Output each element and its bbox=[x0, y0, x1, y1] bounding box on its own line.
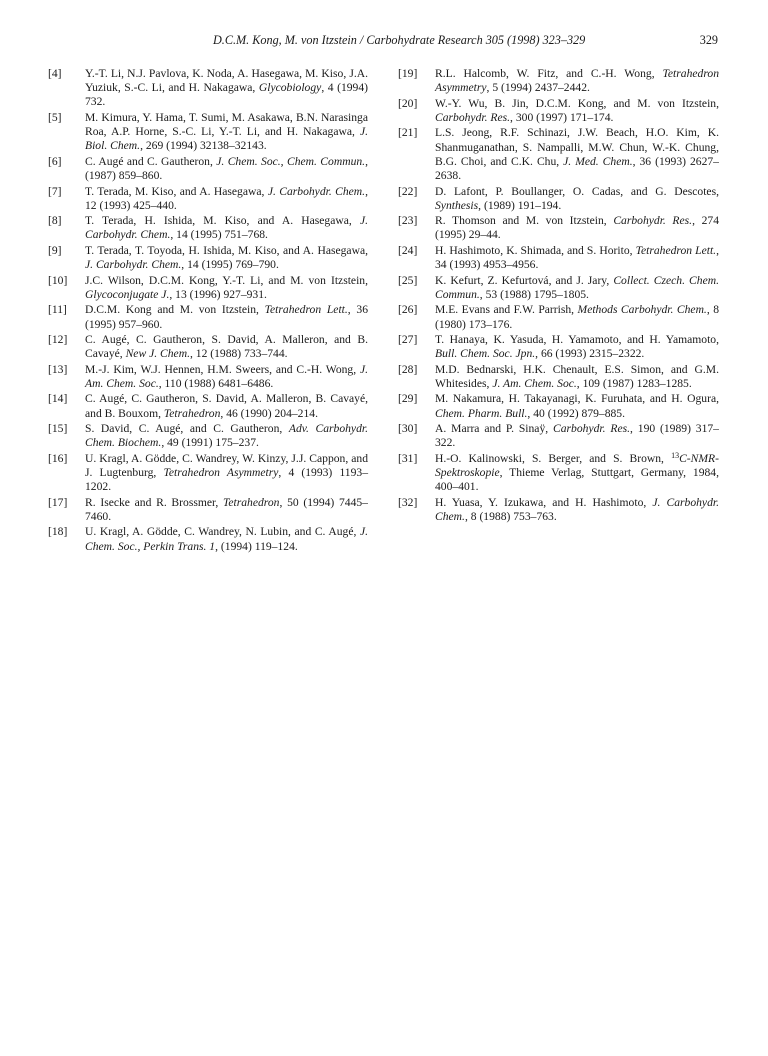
reference-text: , 12 (1988) 733–744. bbox=[189, 347, 288, 361]
reference-text: R.L. Halcomb, W. Fitz, and C.-H. Wong, bbox=[435, 67, 663, 80]
reference-text: D.C.M. Kong and M. von Itzstein, bbox=[85, 303, 265, 317]
reference-number: [12] bbox=[48, 333, 68, 347]
reference-number: [32] bbox=[398, 495, 418, 509]
reference-text: , 40 (1992) 879–885. bbox=[527, 406, 625, 420]
reference-text: M. Kimura, Y. Hama, T. Sumi, M. Asakawa, B.N. Narasinga Roa, A.P. Horne, S.-C. Li, Y.-T. Li, and H. Nakagawa, bbox=[85, 110, 368, 139]
reference-number: [9] bbox=[48, 243, 62, 257]
reference-number: [11] bbox=[48, 303, 67, 317]
reference-text: , 8 (1988) 753–763. bbox=[464, 509, 557, 523]
reference-entry bbox=[48, 274, 368, 302]
reference-journal: Carbohydr. Res. bbox=[435, 110, 511, 124]
page-header bbox=[48, 33, 718, 51]
reference-entry bbox=[48, 303, 368, 331]
reference-number: [25] bbox=[398, 273, 418, 287]
reference-journal: J. Carbohydr. Chem. bbox=[267, 184, 366, 198]
reference-number: [13] bbox=[48, 362, 68, 376]
reference-text: T. Terada, M. Kiso, and A. Hasegawa, bbox=[85, 184, 268, 198]
reference-number: [10] bbox=[48, 273, 68, 287]
reference-entry bbox=[48, 525, 368, 553]
reference-entry bbox=[48, 155, 368, 183]
reference-journal: Tetrahedron Lett. bbox=[635, 243, 717, 257]
reference-entry bbox=[48, 185, 368, 213]
reference-journal: Adv. Carbohydr. Chem. Biochem. bbox=[85, 422, 369, 450]
reference-entry bbox=[398, 185, 719, 213]
reference-number: [7] bbox=[48, 184, 62, 198]
reference-journal: J. Carbohydr. Chem. bbox=[85, 258, 182, 272]
reference-text: M.-J. Kim, W.J. Hennen, H.M. Sweers, and C.-H. Wong, bbox=[85, 362, 360, 376]
reference-text: T. Terada, H. Ishida, M. Kiso, and A. Hasegawa, bbox=[85, 214, 360, 228]
reference-text: , 50 (1994) 7445–7460. bbox=[85, 495, 368, 523]
reference-text: M. Nakamura, H. Takayanagi, K. Furuhata, and H. Ogura, bbox=[435, 392, 719, 406]
reference-text: , 4 (1994) 732. bbox=[85, 81, 368, 109]
reference-entry bbox=[398, 244, 719, 272]
reference-entry bbox=[48, 333, 368, 361]
reference-text: , 53 (1988) 1795–1805. bbox=[479, 287, 589, 301]
reference-text: K. Kefurt, Z. Kefurtová, and J. Jary, bbox=[435, 273, 614, 287]
reference-journal: J. Chem. Soc., Chem. Commun. bbox=[216, 154, 366, 168]
reference-journal: Carbohydr. Res. bbox=[613, 214, 693, 228]
reference-text: C. Augé and C. Gautheron, bbox=[85, 154, 217, 168]
references-right-column bbox=[398, 67, 719, 525]
reference-text: R. Isecke and R. Brossmer, bbox=[85, 495, 223, 509]
reference-journal: Tetrahedron bbox=[163, 406, 221, 420]
reference-number: [28] bbox=[398, 362, 418, 376]
reference-entry bbox=[48, 452, 368, 495]
reference-text: , 34 (1993) 4953–4956. bbox=[435, 243, 719, 272]
reference-text: H.-O. Kalinowski, S. Berger, and S. Brown, bbox=[435, 451, 672, 465]
reference-entry bbox=[398, 303, 719, 331]
reference-number: [21] bbox=[398, 126, 418, 140]
reference-number: [24] bbox=[398, 243, 418, 257]
reference-text: , 109 (1987) 1283–1285. bbox=[576, 376, 692, 390]
reference-text: , (1989) 191–194. bbox=[478, 198, 562, 212]
reference-number: [15] bbox=[48, 422, 68, 436]
reference-number: [20] bbox=[398, 96, 418, 110]
reference-text: , 13 (1996) 927–931. bbox=[169, 287, 267, 301]
reference-text: , 36 (1993) 2627–2638. bbox=[435, 154, 719, 183]
reference-text: , 49 (1991) 175–237. bbox=[161, 436, 259, 450]
reference-number: [19] bbox=[398, 67, 418, 80]
reference-entry bbox=[398, 274, 719, 302]
reference-journal: New J. Chem. bbox=[125, 347, 190, 361]
reference-text: , 300 (1997) 171–174. bbox=[510, 110, 614, 124]
reference-number: [30] bbox=[398, 422, 418, 436]
reference-journal: J. Carbohydr. Chem. bbox=[85, 214, 368, 242]
reference-text: , (1987) 859–860. bbox=[85, 154, 368, 183]
reference-text: H. Hashimoto, K. Shimada, and S. Horito, bbox=[435, 243, 636, 257]
reference-text: C. Augé, C. Gautheron, S. David, A. Malleron, and B. Cavayé, bbox=[85, 333, 368, 361]
reference-text: R. Thomson and M. von Itzstein, bbox=[435, 214, 614, 228]
reference-entry bbox=[48, 422, 368, 450]
reference-entry bbox=[48, 244, 368, 272]
reference-number: [16] bbox=[48, 451, 68, 465]
reference-text: , 269 (1994) 32138–32143. bbox=[140, 139, 267, 153]
reference-entry bbox=[398, 422, 719, 450]
reference-text: H. Yuasa, Y. Izukawa, and H. Hashimoto, bbox=[435, 495, 653, 509]
reference-journal: J. Carbohydr. Chem. bbox=[435, 495, 719, 523]
reference-text: , 110 (1988) 6481–6486. bbox=[158, 376, 274, 390]
reference-entry bbox=[48, 363, 368, 391]
reference-superscript: 13 bbox=[671, 450, 680, 460]
reference-text: U. Kragl, A. Gödde, C. Wandrey, N. Lubin, and C. Augé, bbox=[85, 525, 360, 539]
reference-number: [31] bbox=[398, 451, 418, 465]
reference-text: M.D. Bednarski, H.K. Chenault, E.S. Simon, and G.M. Whitesides, bbox=[435, 362, 719, 390]
reference-journal: Carbohydr. Res. bbox=[553, 422, 631, 436]
reference-text: D. Lafont, P. Boullanger, O. Cadas, and G. Descotes, bbox=[435, 184, 719, 198]
reference-text: , 5 (1994) 2437–2442. bbox=[486, 81, 590, 95]
reference-journal: J. Am. Chem. Soc. bbox=[492, 376, 577, 390]
reference-number: [5] bbox=[48, 110, 62, 124]
reference-number: [18] bbox=[48, 525, 68, 539]
reference-journal: J. Biol. Chem. bbox=[85, 125, 368, 153]
reference-journal: Chem. Pharm. Bull. bbox=[435, 406, 528, 420]
reference-entry bbox=[48, 392, 368, 420]
reference-text: A. Marra and P. Sinaÿ, bbox=[435, 422, 554, 436]
reference-journal: Tetrahedron Lett. bbox=[264, 303, 348, 317]
reference-number: [27] bbox=[398, 333, 418, 347]
reference-journal: Glycobiology bbox=[258, 81, 322, 95]
reference-number: [6] bbox=[48, 154, 62, 168]
reference-text: J.C. Wilson, D.C.M. Kong, Y.-T. Li, and M. von Itzstein, bbox=[85, 273, 368, 287]
page-number: 329 bbox=[699, 33, 718, 47]
reference-text: , (1994) 119–124. bbox=[215, 539, 298, 553]
reference-text: S. David, C. Augé, and C. Gautheron, bbox=[85, 422, 289, 436]
reference-text: L.S. Jeong, R.F. Schinazi, J.W. Beach, H.O. Kim, K. Shanmuganathan, S. Nampalli, M.W. Chun, W.-K. Chung, B.G. Choi, and C.K. Chu, bbox=[435, 126, 719, 168]
reference-number: [8] bbox=[48, 214, 62, 228]
reference-text: U. Kragl, A. Gödde, C. Wandrey, W. Kinzy, J.J. Cappon, and J. Lugtenburg, bbox=[85, 451, 368, 480]
reference-journal: C-NMR-Spektroskopie bbox=[435, 451, 719, 480]
reference-entry bbox=[48, 496, 368, 524]
reference-text: , 8 (1980) 173–176. bbox=[435, 303, 720, 331]
reference-journal: Bull. Chem. Soc. Jpn. bbox=[435, 347, 536, 361]
reference-text: , 274 (1995) 29–44. bbox=[435, 214, 719, 242]
reference-journal: J. Am. Chem. Soc. bbox=[85, 362, 368, 390]
reference-entry bbox=[398, 452, 719, 495]
reference-journal: Tetrahedron bbox=[223, 495, 280, 509]
reference-number: [26] bbox=[398, 303, 418, 317]
reference-entry bbox=[48, 111, 368, 154]
reference-journal: J. Med. Chem. bbox=[563, 154, 633, 168]
reference-text: , 14 (1995) 769–790. bbox=[181, 258, 279, 272]
reference-journal: Tetrahedron Asymmetry bbox=[435, 67, 719, 95]
reference-text: , 12 (1993) 425–440. bbox=[85, 184, 368, 212]
reference-entry bbox=[398, 363, 719, 391]
reference-text: , 14 (1995) 751–768. bbox=[170, 228, 268, 242]
reference-text: , Thieme Verlag, Stuttgart, Germany, 1984, 400–401. bbox=[435, 466, 719, 494]
reference-journal: Synthesis bbox=[435, 198, 479, 212]
reference-number: [23] bbox=[398, 214, 418, 228]
reference-entry bbox=[398, 126, 719, 183]
reference-journal: Tetrahedron Asymmetry bbox=[163, 466, 279, 480]
reference-number: [4] bbox=[48, 67, 62, 80]
reference-journal: Collect. Czech. Chem. Commun. bbox=[435, 273, 719, 301]
reference-entry bbox=[398, 392, 719, 420]
reference-journal: Glycoconjugate J. bbox=[85, 287, 170, 301]
reference-text: , 46 (1990) 204–214. bbox=[220, 406, 318, 420]
reference-text: M.E. Evans and F.W. Parrish, bbox=[435, 303, 578, 317]
reference-journal: Methods Carbohydr. Chem. bbox=[577, 303, 707, 317]
reference-text: C. Augé, C. Gautheron, S. David, A. Malleron, B. Cavayé, and B. Bouxom, bbox=[85, 392, 368, 420]
reference-text: Y.-T. Li, N.J. Pavlova, K. Noda, A. Hasegawa, M. Kiso, J.A. Yuziuk, S.-C. Li, and H. Nakagawa, bbox=[85, 67, 368, 95]
reference-entry bbox=[398, 333, 719, 361]
reference-text: T. Hanaya, K. Yasuda, H. Yamamoto, and H. Yamamoto, bbox=[435, 333, 719, 347]
reference-entry bbox=[48, 214, 368, 242]
reference-journal: J. Chem. Soc., Perkin Trans. 1 bbox=[85, 525, 368, 553]
reference-text: T. Terada, T. Toyoda, H. Ishida, M. Kiso, and A. Hasegawa, bbox=[85, 243, 368, 257]
reference-text: , 4 (1993) 1193–1202. bbox=[85, 466, 368, 494]
reference-number: [17] bbox=[48, 495, 68, 509]
references-left-column bbox=[48, 67, 368, 555]
reference-entry bbox=[398, 97, 719, 125]
reference-text: W.-Y. Wu, B. Jin, D.C.M. Kong, and M. von Itzstein, bbox=[435, 96, 719, 110]
reference-text: , 190 (1989) 317–322. bbox=[435, 422, 719, 450]
reference-entry bbox=[398, 496, 719, 524]
running-title: D.C.M. Kong, M. von Itzstein / Carbohydrate Research 305 (1998) 323–329 bbox=[213, 33, 586, 47]
reference-text: , 66 (1993) 2315–2322. bbox=[535, 347, 645, 361]
reference-entry bbox=[48, 67, 368, 110]
reference-number: [29] bbox=[398, 392, 418, 406]
reference-entry bbox=[398, 67, 719, 95]
reference-text: , 36 (1995) 957–960. bbox=[85, 303, 369, 331]
reference-entry bbox=[398, 214, 719, 242]
reference-number: [14] bbox=[48, 392, 68, 406]
reference-number: [22] bbox=[398, 184, 418, 198]
